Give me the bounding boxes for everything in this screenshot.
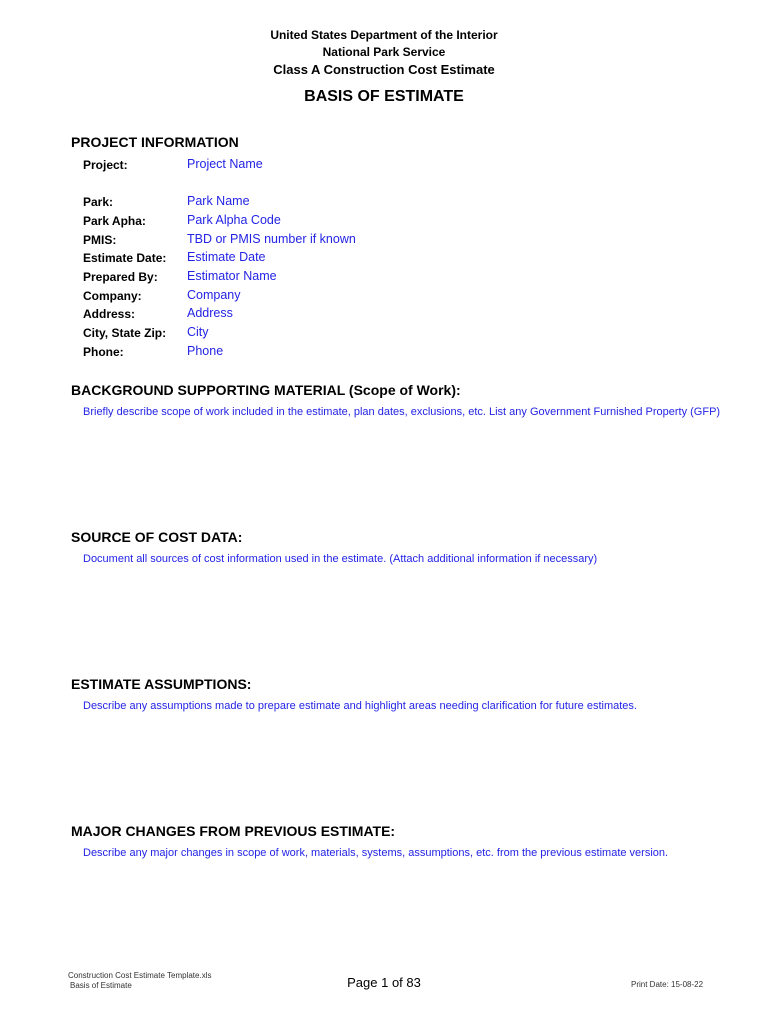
pmis-label: PMIS: (83, 233, 117, 247)
background-heading: BACKGROUND SUPPORTING MATERIAL (Scope of Work): (71, 382, 461, 398)
source-heading: SOURCE OF COST DATA: (71, 529, 243, 545)
prepared-by-label: Prepared By: (83, 270, 158, 284)
estimate-date-label: Estimate Date: (83, 251, 167, 265)
park-label: Park: (83, 195, 114, 209)
background-text[interactable]: Briefly describe scope of work included in the estimate, plan dates, exclusions, etc. List any Government Furnished Property (GFP) (83, 406, 721, 418)
source-text-part-b: e. (Attach additional information if necessary) (377, 553, 598, 565)
changes-text[interactable]: Describe any major changes in scope of work, materials, systems, assumptions, etc. from the previous estimate version. (83, 847, 669, 859)
service-name: National Park Service (322, 45, 446, 59)
page-title: BASIS OF ESTIMATE (304, 88, 464, 105)
pmis-value[interactable]: TBD or PMIS number if known (187, 232, 356, 246)
city-state-zip-label: City, State Zip: (83, 326, 167, 340)
estimate-date-value[interactable]: Estimate Date (187, 250, 266, 264)
project-value[interactable]: Project Name (187, 157, 263, 171)
park-alpha-value[interactable]: Park Alpha Code (187, 213, 281, 227)
prepared-by-value[interactable]: Estimator Name (187, 269, 277, 283)
park-alpha-label: Park Apha: (83, 214, 146, 228)
company-value[interactable]: Company (187, 288, 241, 302)
source-text[interactable] (83, 552, 723, 567)
footer-sheet-name: Basis of Estimate (70, 981, 132, 990)
address-value[interactable]: Address (187, 306, 233, 320)
agency-name: United States Department of the Interior (270, 28, 498, 42)
source-text-part-a: Document all sources of cost information used in the estimat (83, 553, 378, 565)
assumptions-heading: ESTIMATE ASSUMPTIONS: (71, 676, 252, 692)
company-label: Company: (83, 289, 142, 303)
project-information-heading: PROJECT INFORMATION (71, 134, 239, 150)
page-number: Page 1 of 83 (347, 975, 421, 990)
project-label: Project: (83, 158, 128, 172)
phone-value[interactable]: Phone (187, 344, 224, 358)
footer-file-name: Construction Cost Estimate Template.xls (68, 971, 212, 980)
print-date: Print Date: 15-08-22 (631, 980, 704, 989)
changes-heading: MAJOR CHANGES FROM PREVIOUS ESTIMATE: (71, 823, 396, 839)
phone-label: Phone: (83, 345, 124, 359)
address-label: Address: (83, 307, 136, 321)
city-state-zip-value[interactable]: City (187, 325, 209, 339)
park-value[interactable]: Park Name (187, 194, 250, 208)
estimate-class: Class A Construction Cost Estimate (273, 62, 495, 77)
assumptions-text[interactable]: Describe any assumptions made to prepare estimate and highlight areas needing clarification for future estimates. (83, 700, 637, 712)
